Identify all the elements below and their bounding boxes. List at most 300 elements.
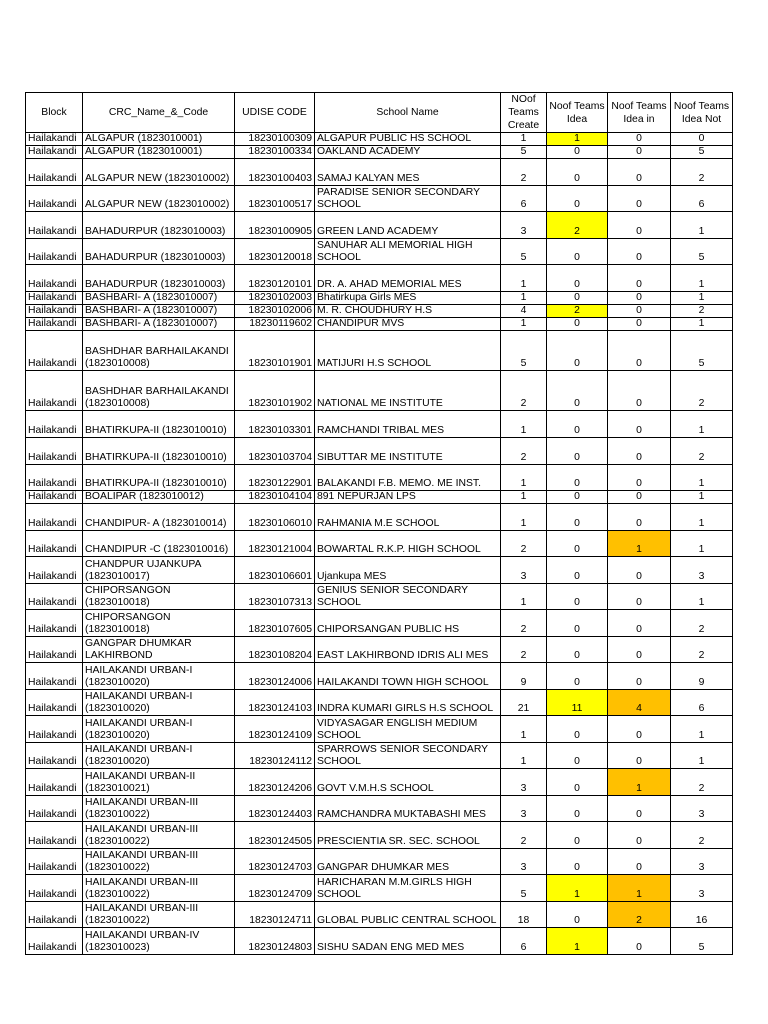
cell-teams-idea-in: 0 <box>608 491 671 504</box>
cell-school-name: NATIONAL ME INSTITUTE <box>315 371 501 411</box>
cell-teams-idea-not: 6 <box>671 186 733 212</box>
cell-udise-code: 18230100334 <box>235 146 315 159</box>
cell-teams-idea-not: 3 <box>671 796 733 822</box>
cell-teams-idea: 0 <box>547 292 608 305</box>
cell-block: Hailakandi <box>26 504 83 531</box>
cell-block: Hailakandi <box>26 769 83 796</box>
cell-teams-idea: 0 <box>547 902 608 928</box>
cell-teams-idea: 0 <box>547 186 608 212</box>
cell-teams-idea-not: 1 <box>671 265 733 292</box>
table-row <box>26 690 733 716</box>
table-row <box>26 743 733 769</box>
cell-block: Hailakandi <box>26 822 83 849</box>
cell-udise-code: 18230100403 <box>235 159 315 186</box>
cell-udise-code: 18230106010 <box>235 504 315 531</box>
cell-teams-created: 2 <box>501 637 547 663</box>
cell-school-name: SISHU SADAN ENG MED MES <box>315 928 501 955</box>
cell-teams-idea-not: 1 <box>671 716 733 743</box>
table-row <box>26 212 733 239</box>
table-row <box>26 663 733 690</box>
cell-udise-code: 18230100309 <box>235 133 315 146</box>
cell-udise-code: 18230106601 <box>235 557 315 584</box>
cell-teams-idea: 0 <box>547 822 608 849</box>
cell-school-name: GLOBAL PUBLIC CENTRAL SCHOOL <box>315 902 501 928</box>
cell-udise-code: 18230124403 <box>235 796 315 822</box>
cell-teams-idea-in: 0 <box>608 610 671 637</box>
cell-teams-idea-not: 5 <box>671 331 733 371</box>
cell-teams-idea-not: 1 <box>671 212 733 239</box>
cell-teams-idea: 0 <box>547 557 608 584</box>
cell-school-name: GREEN LAND ACADEMY <box>315 212 501 239</box>
cell-teams-idea-in: 1 <box>608 531 671 557</box>
cell-school-name: VIDYASAGAR ENGLISH MEDIUM SCHOOL <box>315 716 501 743</box>
cell-block: Hailakandi <box>26 743 83 769</box>
cell-teams-idea-not: 3 <box>671 849 733 875</box>
cell-school-name: SPARROWS SENIOR SECONDARY SCHOOL <box>315 743 501 769</box>
cell-teams-idea-not: 5 <box>671 146 733 159</box>
cell-block: Hailakandi <box>26 411 83 438</box>
cell-teams-created: 5 <box>501 146 547 159</box>
cell-block: Hailakandi <box>26 265 83 292</box>
school-teams-table <box>25 92 733 955</box>
cell-teams-idea: 0 <box>547 371 608 411</box>
cell-teams-created: 2 <box>501 610 547 637</box>
cell-teams-idea: 0 <box>547 318 608 331</box>
table-row <box>26 239 733 265</box>
cell-crc-name: HAILAKANDI URBAN-III (1823010022) <box>83 849 235 875</box>
table-row <box>26 637 733 663</box>
header-crc-name-code: CRC_Name_&_Code <box>83 93 235 133</box>
cell-teams-idea-in: 0 <box>608 159 671 186</box>
cell-crc-name: HAILAKANDI URBAN-I (1823010020) <box>83 716 235 743</box>
cell-udise-code: 18230102003 <box>235 292 315 305</box>
table-row <box>26 331 733 371</box>
cell-block: Hailakandi <box>26 465 83 491</box>
cell-crc-name: BASHBARI- A (1823010007) <box>83 318 235 331</box>
cell-school-name: SIBUTTAR ME INSTITUTE <box>315 438 501 465</box>
cell-teams-idea: 0 <box>547 769 608 796</box>
cell-school-name: GENIUS SENIOR SECONDARY SCHOOL <box>315 584 501 610</box>
cell-udise-code: 18230124112 <box>235 743 315 769</box>
cell-school-name: EAST LAKHIRBOND IDRIS ALI MES <box>315 637 501 663</box>
cell-teams-idea-in: 0 <box>608 133 671 146</box>
cell-teams-idea-not: 1 <box>671 743 733 769</box>
table-row <box>26 186 733 212</box>
cell-block: Hailakandi <box>26 902 83 928</box>
table-row <box>26 796 733 822</box>
cell-teams-idea: 0 <box>547 796 608 822</box>
table-row <box>26 584 733 610</box>
cell-udise-code: 18230102006 <box>235 305 315 318</box>
table-row <box>26 465 733 491</box>
cell-crc-name: CHIPORSANGON (1823010018) <box>83 610 235 637</box>
cell-teams-idea: 0 <box>547 331 608 371</box>
cell-teams-idea-in: 1 <box>608 875 671 902</box>
cell-crc-name: HAILAKANDI URBAN-IV (1823010023) <box>83 928 235 955</box>
cell-teams-created: 1 <box>501 133 547 146</box>
cell-school-name: PARADISE SENIOR SECONDARY SCHOOL <box>315 186 501 212</box>
header-teams-created: NOof Teams Create <box>501 93 547 133</box>
cell-teams-created: 21 <box>501 690 547 716</box>
cell-udise-code: 18230124709 <box>235 875 315 902</box>
cell-block: Hailakandi <box>26 875 83 902</box>
cell-teams-idea-in: 0 <box>608 822 671 849</box>
cell-teams-idea-in: 0 <box>608 465 671 491</box>
cell-crc-name: BASHDHAR BARHAILAKANDI (1823010008) <box>83 371 235 411</box>
cell-teams-created: 2 <box>501 371 547 411</box>
cell-block: Hailakandi <box>26 637 83 663</box>
cell-crc-name: BAHADURPUR (1823010003) <box>83 239 235 265</box>
cell-teams-created: 2 <box>501 531 547 557</box>
cell-teams-idea: 0 <box>547 438 608 465</box>
cell-school-name: BALAKANDI F.B. MEMO. ME INST. <box>315 465 501 491</box>
cell-teams-idea-not: 2 <box>671 438 733 465</box>
cell-teams-idea: 0 <box>547 504 608 531</box>
cell-udise-code: 18230124206 <box>235 769 315 796</box>
cell-teams-created: 3 <box>501 557 547 584</box>
cell-school-name: GANGPAR DHUMKAR MES <box>315 849 501 875</box>
table-body <box>26 133 733 955</box>
cell-school-name: INDRA KUMARI GIRLS H.S SCHOOL <box>315 690 501 716</box>
cell-teams-idea-not: 2 <box>671 769 733 796</box>
cell-udise-code: 18230119602 <box>235 318 315 331</box>
cell-block: Hailakandi <box>26 159 83 186</box>
cell-teams-created: 6 <box>501 928 547 955</box>
cell-school-name: GOVT V.M.H.S SCHOOL <box>315 769 501 796</box>
table-row <box>26 146 733 159</box>
cell-crc-name: BOALIPAR (1823010012) <box>83 491 235 504</box>
cell-teams-idea-not: 5 <box>671 928 733 955</box>
cell-school-name: RAMCHANDRA MUKTABASHI MES <box>315 796 501 822</box>
cell-crc-name: HAILAKANDI URBAN-III (1823010022) <box>83 822 235 849</box>
cell-teams-idea-in: 0 <box>608 318 671 331</box>
cell-block: Hailakandi <box>26 610 83 637</box>
cell-teams-created: 3 <box>501 212 547 239</box>
cell-crc-name: BAHADURPUR (1823010003) <box>83 265 235 292</box>
cell-teams-idea: 0 <box>547 239 608 265</box>
cell-teams-idea: 0 <box>547 531 608 557</box>
table-row <box>26 292 733 305</box>
cell-teams-idea-not: 1 <box>671 292 733 305</box>
cell-teams-idea: 0 <box>547 637 608 663</box>
cell-crc-name: BASHBARI- A (1823010007) <box>83 292 235 305</box>
header-teams-idea-not: Noof Teams Idea Not <box>671 93 733 133</box>
cell-teams-idea: 1 <box>547 133 608 146</box>
table-row <box>26 902 733 928</box>
cell-udise-code: 18230124103 <box>235 690 315 716</box>
cell-block: Hailakandi <box>26 796 83 822</box>
cell-teams-idea-in: 0 <box>608 743 671 769</box>
cell-teams-idea-in: 0 <box>608 239 671 265</box>
cell-school-name: HAILAKANDI TOWN HIGH SCHOOL <box>315 663 501 690</box>
cell-school-name: Ujankupa MES <box>315 557 501 584</box>
cell-crc-name: GANGPAR DHUMKAR LAKHIRBOND <box>83 637 235 663</box>
table-row <box>26 769 733 796</box>
cell-teams-idea-not: 2 <box>671 371 733 411</box>
cell-school-name: SANUHAR ALI MEMORIAL HIGH SCHOOL <box>315 239 501 265</box>
cell-udise-code: 18230103301 <box>235 411 315 438</box>
cell-school-name: RAHMANIA M.E SCHOOL <box>315 504 501 531</box>
cell-block: Hailakandi <box>26 186 83 212</box>
cell-block: Hailakandi <box>26 491 83 504</box>
table-row <box>26 875 733 902</box>
table-row <box>26 318 733 331</box>
cell-teams-created: 5 <box>501 239 547 265</box>
cell-teams-idea-in: 0 <box>608 716 671 743</box>
cell-teams-created: 2 <box>501 438 547 465</box>
cell-teams-idea-not: 16 <box>671 902 733 928</box>
table-row <box>26 371 733 411</box>
cell-udise-code: 18230104104 <box>235 491 315 504</box>
cell-udise-code: 18230124006 <box>235 663 315 690</box>
table-row <box>26 716 733 743</box>
table-row <box>26 491 733 504</box>
cell-teams-created: 9 <box>501 663 547 690</box>
cell-teams-idea-not: 1 <box>671 531 733 557</box>
cell-teams-idea-in: 0 <box>608 557 671 584</box>
cell-udise-code: 18230107605 <box>235 610 315 637</box>
cell-teams-idea-in: 0 <box>608 292 671 305</box>
cell-teams-created: 1 <box>501 716 547 743</box>
cell-teams-idea-in: 2 <box>608 902 671 928</box>
table-row <box>26 305 733 318</box>
cell-teams-idea: 11 <box>547 690 608 716</box>
cell-teams-created: 1 <box>501 292 547 305</box>
cell-school-name: CHIPORSANGAN PUBLIC HS <box>315 610 501 637</box>
cell-school-name: RAMCHANDI TRIBAL MES <box>315 411 501 438</box>
header-udise-code: UDISE CODE <box>235 93 315 133</box>
table-row <box>26 133 733 146</box>
cell-teams-created: 1 <box>501 318 547 331</box>
table-row <box>26 411 733 438</box>
cell-teams-idea-not: 1 <box>671 465 733 491</box>
cell-teams-idea: 1 <box>547 928 608 955</box>
table-row <box>26 822 733 849</box>
table-row <box>26 849 733 875</box>
cell-teams-idea: 0 <box>547 411 608 438</box>
cell-teams-idea-in: 0 <box>608 849 671 875</box>
cell-teams-idea: 0 <box>547 584 608 610</box>
header-teams-idea-in: Noof Teams Idea in <box>608 93 671 133</box>
cell-teams-idea-not: 2 <box>671 822 733 849</box>
cell-teams-idea: 2 <box>547 212 608 239</box>
cell-udise-code: 18230103704 <box>235 438 315 465</box>
cell-teams-idea-not: 2 <box>671 159 733 186</box>
cell-teams-created: 1 <box>501 411 547 438</box>
cell-udise-code: 18230122901 <box>235 465 315 491</box>
cell-teams-created: 5 <box>501 875 547 902</box>
cell-teams-idea-not: 1 <box>671 411 733 438</box>
cell-teams-idea-in: 0 <box>608 928 671 955</box>
table-row <box>26 531 733 557</box>
cell-teams-idea-in: 0 <box>608 411 671 438</box>
cell-teams-idea-in: 0 <box>608 212 671 239</box>
cell-block: Hailakandi <box>26 849 83 875</box>
cell-block: Hailakandi <box>26 371 83 411</box>
cell-teams-created: 1 <box>501 504 547 531</box>
cell-teams-idea-in: 1 <box>608 769 671 796</box>
cell-school-name: DR. A. AHAD MEMORIAL MES <box>315 265 501 292</box>
cell-crc-name: BHATIRKUPA-II (1823010010) <box>83 438 235 465</box>
cell-teams-created: 2 <box>501 822 547 849</box>
cell-crc-name: HAILAKANDI URBAN-III (1823010022) <box>83 875 235 902</box>
cell-udise-code: 18230101902 <box>235 371 315 411</box>
cell-udise-code: 18230124109 <box>235 716 315 743</box>
cell-block: Hailakandi <box>26 584 83 610</box>
cell-teams-idea-not: 1 <box>671 504 733 531</box>
cell-teams-idea-in: 0 <box>608 265 671 292</box>
cell-crc-name: HAILAKANDI URBAN-I (1823010020) <box>83 743 235 769</box>
cell-teams-idea: 0 <box>547 610 608 637</box>
cell-teams-idea-not: 3 <box>671 875 733 902</box>
cell-block: Hailakandi <box>26 146 83 159</box>
cell-block: Hailakandi <box>26 690 83 716</box>
cell-crc-name: HAILAKANDI URBAN-III (1823010022) <box>83 796 235 822</box>
cell-teams-idea-not: 2 <box>671 610 733 637</box>
cell-school-name: SAMAJ KALYAN MES <box>315 159 501 186</box>
cell-udise-code: 18230124711 <box>235 902 315 928</box>
cell-school-name: PRESCIENTIA SR. SEC. SCHOOL <box>315 822 501 849</box>
cell-teams-created: 1 <box>501 265 547 292</box>
table-header-row <box>26 93 733 133</box>
cell-teams-created: 1 <box>501 584 547 610</box>
cell-udise-code: 18230100517 <box>235 186 315 212</box>
cell-teams-idea-not: 1 <box>671 491 733 504</box>
cell-school-name: BOWARTAL R.K.P. HIGH SCHOOL <box>315 531 501 557</box>
cell-udise-code: 18230101901 <box>235 331 315 371</box>
cell-teams-idea-in: 0 <box>608 438 671 465</box>
cell-teams-idea-in: 0 <box>608 331 671 371</box>
header-teams-idea: Noof Teams Idea <box>547 93 608 133</box>
cell-crc-name: BHATIRKUPA-II (1823010010) <box>83 465 235 491</box>
cell-udise-code: 18230120018 <box>235 239 315 265</box>
cell-teams-idea-in: 0 <box>608 305 671 318</box>
cell-udise-code: 18230100905 <box>235 212 315 239</box>
cell-block: Hailakandi <box>26 292 83 305</box>
cell-crc-name: BAHADURPUR (1823010003) <box>83 212 235 239</box>
cell-crc-name: HAILAKANDI URBAN-II (1823010021) <box>83 769 235 796</box>
cell-crc-name: BHATIRKUPA-II (1823010010) <box>83 411 235 438</box>
cell-teams-created: 5 <box>501 331 547 371</box>
cell-block: Hailakandi <box>26 663 83 690</box>
cell-school-name: ALGAPUR PUBLIC HS SCHOOL <box>315 133 501 146</box>
cell-crc-name: ALGAPUR (1823010001) <box>83 133 235 146</box>
table-row <box>26 928 733 955</box>
cell-block: Hailakandi <box>26 239 83 265</box>
cell-teams-idea-not: 9 <box>671 663 733 690</box>
cell-teams-idea-in: 0 <box>608 371 671 411</box>
cell-teams-idea-in: 0 <box>608 146 671 159</box>
cell-teams-idea-in: 0 <box>608 504 671 531</box>
header-block: Block <box>26 93 83 133</box>
cell-teams-idea-in: 0 <box>608 584 671 610</box>
cell-teams-created: 1 <box>501 491 547 504</box>
table-row <box>26 265 733 292</box>
cell-crc-name: CHIPORSANGON (1823010018) <box>83 584 235 610</box>
cell-teams-idea-not: 2 <box>671 637 733 663</box>
header-school-name: School Name <box>315 93 501 133</box>
cell-udise-code: 18230124803 <box>235 928 315 955</box>
cell-teams-idea-in: 0 <box>608 663 671 690</box>
cell-crc-name: CHANDPUR UJANKUPA (1823010017) <box>83 557 235 584</box>
cell-teams-created: 3 <box>501 769 547 796</box>
cell-teams-idea: 2 <box>547 305 608 318</box>
cell-teams-idea: 0 <box>547 743 608 769</box>
cell-block: Hailakandi <box>26 318 83 331</box>
cell-teams-created: 18 <box>501 902 547 928</box>
cell-school-name: CHANDIPUR MVS <box>315 318 501 331</box>
cell-teams-idea-in: 0 <box>608 186 671 212</box>
cell-block: Hailakandi <box>26 133 83 146</box>
cell-block: Hailakandi <box>26 212 83 239</box>
cell-teams-idea: 0 <box>547 663 608 690</box>
cell-crc-name: HAILAKANDI URBAN-I (1823010020) <box>83 663 235 690</box>
cell-teams-idea-not: 5 <box>671 239 733 265</box>
cell-school-name: HARICHARAN M.M.GIRLS HIGH SCHOOL <box>315 875 501 902</box>
cell-teams-idea: 0 <box>547 465 608 491</box>
cell-crc-name: HAILAKANDI URBAN-I (1823010020) <box>83 690 235 716</box>
cell-udise-code: 18230108204 <box>235 637 315 663</box>
cell-teams-idea-not: 6 <box>671 690 733 716</box>
cell-teams-created: 3 <box>501 849 547 875</box>
cell-crc-name: ALGAPUR NEW (1823010002) <box>83 186 235 212</box>
cell-teams-idea-not: 3 <box>671 557 733 584</box>
cell-school-name: OAKLAND ACADEMY <box>315 146 501 159</box>
cell-school-name: MATIJURI H.S SCHOOL <box>315 331 501 371</box>
cell-teams-idea-not: 2 <box>671 305 733 318</box>
cell-crc-name: BASHDHAR BARHAILAKANDI (1823010008) <box>83 331 235 371</box>
table-row <box>26 557 733 584</box>
cell-school-name: M. R. CHOUDHURY H.S <box>315 305 501 318</box>
table-row <box>26 159 733 186</box>
cell-teams-idea-in: 0 <box>608 796 671 822</box>
cell-teams-idea: 0 <box>547 146 608 159</box>
cell-block: Hailakandi <box>26 531 83 557</box>
cell-teams-created: 6 <box>501 186 547 212</box>
cell-teams-idea: 1 <box>547 875 608 902</box>
cell-teams-created: 1 <box>501 465 547 491</box>
cell-block: Hailakandi <box>26 716 83 743</box>
cell-block: Hailakandi <box>26 305 83 318</box>
cell-block: Hailakandi <box>26 438 83 465</box>
cell-school-name: 891 NEPURJAN LPS <box>315 491 501 504</box>
cell-teams-idea: 0 <box>547 491 608 504</box>
cell-teams-idea-in: 0 <box>608 637 671 663</box>
cell-crc-name: ALGAPUR NEW (1823010002) <box>83 159 235 186</box>
table-row <box>26 610 733 637</box>
cell-block: Hailakandi <box>26 557 83 584</box>
cell-udise-code: 18230124703 <box>235 849 315 875</box>
cell-teams-idea: 0 <box>547 716 608 743</box>
cell-teams-idea: 0 <box>547 849 608 875</box>
cell-crc-name: ALGAPUR (1823010001) <box>83 146 235 159</box>
cell-udise-code: 18230120101 <box>235 265 315 292</box>
cell-crc-name: HAILAKANDI URBAN-III (1823010022) <box>83 902 235 928</box>
cell-school-name: Bhatirkupa Girls MES <box>315 292 501 305</box>
cell-teams-idea-not: 1 <box>671 318 733 331</box>
cell-crc-name: BASHBARI- A (1823010007) <box>83 305 235 318</box>
cell-udise-code: 18230121004 <box>235 531 315 557</box>
cell-teams-created: 4 <box>501 305 547 318</box>
cell-teams-idea: 0 <box>547 265 608 292</box>
table-row <box>26 438 733 465</box>
cell-teams-created: 3 <box>501 796 547 822</box>
cell-udise-code: 18230107313 <box>235 584 315 610</box>
cell-crc-name: CHANDIPUR -C (1823010016) <box>83 531 235 557</box>
cell-teams-idea-in: 4 <box>608 690 671 716</box>
cell-teams-idea-not: 1 <box>671 584 733 610</box>
cell-teams-created: 2 <box>501 159 547 186</box>
